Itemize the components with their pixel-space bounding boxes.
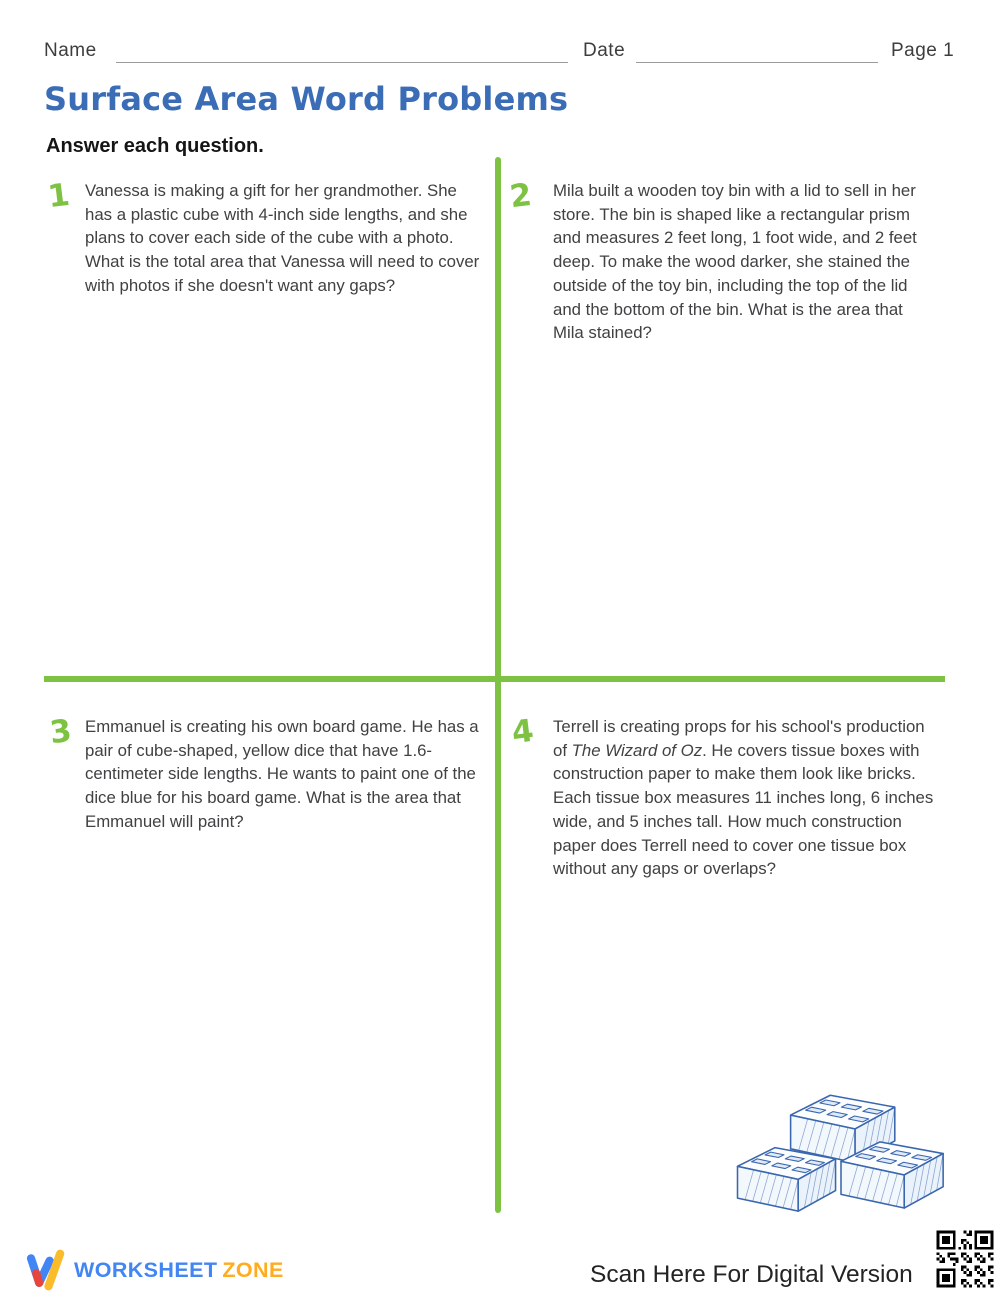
vertical-divider bbox=[495, 157, 501, 1213]
problem-2-text: Mila built a wooden toy bin with a lid to sell in her store. The bin is shaped like a rectangular prism and measures 2 feet long, 1 foot wide, and 2 feet deep. To make the wood darker, she stained the outside of the toy bin, including the top of the lid and the bottom of the bin. What is the area that Mila stained? bbox=[553, 181, 917, 343]
qr-code bbox=[934, 1228, 996, 1290]
problem-3-text: Emmanuel is creating his own board game. He has a pair of cube-shaped, yellow dice that have 1.6-centimeter side lengths. He wants to paint one of the dice blue for his board game. What is the area that Emmanuel will paint? bbox=[85, 717, 479, 831]
bricks-illustration bbox=[734, 1094, 948, 1218]
problem-4-text bbox=[553, 715, 935, 881]
instructions-text: Answer each question. bbox=[46, 135, 264, 157]
problem-4-text-before: Terrell is creating props for his school's production of bbox=[553, 717, 925, 760]
problem-1-number: 1 bbox=[45, 176, 72, 216]
brand-name-secondary: ZONE bbox=[222, 1257, 284, 1282]
problem-4-text-italic: The Wizard of Oz bbox=[571, 740, 703, 760]
date-blank-line bbox=[636, 40, 878, 63]
problem-4-text-after: . He covers tissue boxes with construction paper to make them look like bricks. Each tissue box measures 11 inches long, 6 inches wide, and 5 inches tall. How much construction paper does Terrell need to cover one tissue box without any gaps or overlaps? bbox=[553, 740, 934, 879]
scan-instruction-text: Scan Here For Digital Version bbox=[590, 1261, 913, 1288]
problem-3-number: 3 bbox=[47, 712, 74, 752]
name-blank-line bbox=[116, 40, 568, 63]
brand-name-primary: WORKSHEET bbox=[74, 1257, 218, 1282]
page-title: Surface Area Word Problems bbox=[44, 80, 569, 118]
brand-name bbox=[74, 1258, 284, 1283]
horizontal-divider bbox=[44, 676, 945, 682]
brand-w-icon bbox=[24, 1248, 66, 1292]
date-label: Date bbox=[583, 40, 626, 61]
page-number: Page 1 bbox=[891, 40, 955, 61]
brand-logo bbox=[24, 1246, 284, 1294]
problem-4-number: 4 bbox=[509, 712, 536, 752]
name-label: Name bbox=[44, 40, 97, 61]
problem-1-text: Vanessa is making a gift for her grandmother. She has a plastic cube with 4-inch side lengths, and she plans to cover each side of the cube with a photo. What is the total area that Vanessa will need to cover with photos if she doesn't want any gaps? bbox=[85, 181, 480, 295]
problem-2-number: 2 bbox=[507, 176, 534, 216]
